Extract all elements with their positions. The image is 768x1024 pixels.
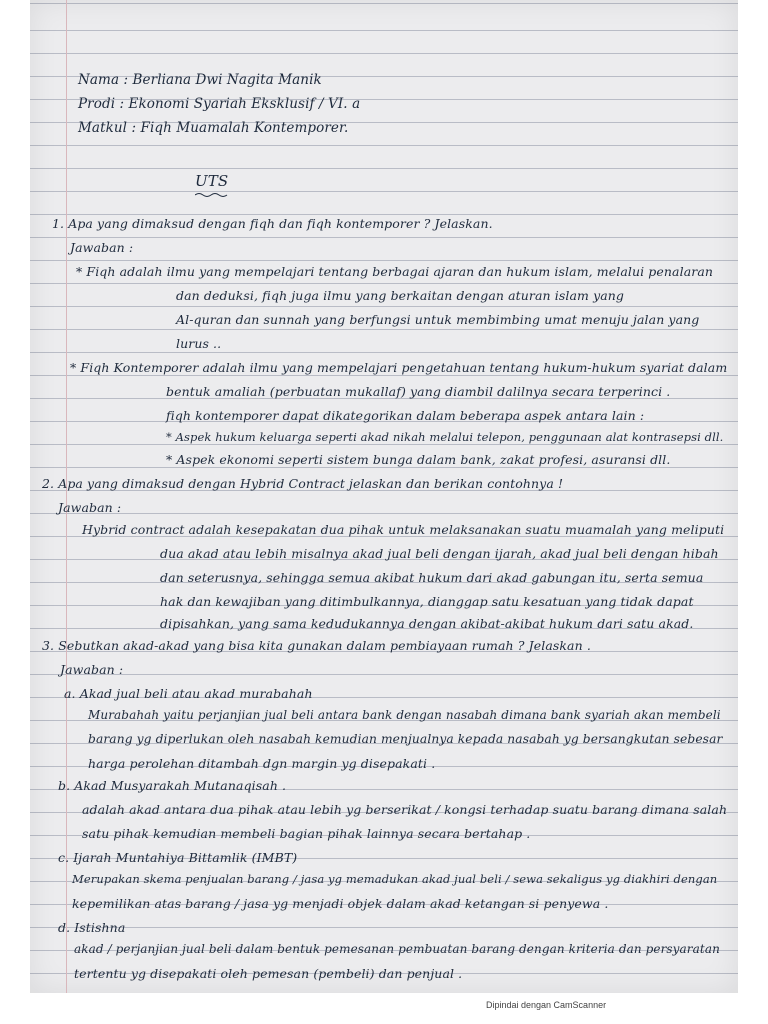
page-title: UTS (195, 172, 229, 190)
title-underline (195, 192, 229, 198)
q3-item-line: akad / perjanjian jual beli dalam bentuk pemesanan pembuatan barang dengan kriteria dan persyaratan (74, 942, 720, 956)
header-nama: Nama : Berliana Dwi Nagita Manik (78, 72, 322, 88)
header-prodi: Prodi : Ekonomi Syariah Eksklusif / VI. a (78, 96, 361, 112)
q2-answer-line: hak dan kewajiban yang ditimbulkannya, dianggap satu kesatuan yang tidak dapat (160, 594, 694, 609)
q1-answer-line: dan deduksi, fiqh juga ilmu yang berkaitan dengan aturan islam yang (176, 288, 625, 303)
q1-answer-line: * Fiqh adalah ilmu yang mempelajari tentang berbagai ajaran dan hukum islam, melalui penalaran (76, 264, 714, 279)
question-3: 3. Sebutkan akad-akad yang bisa kita gunakan dalam pembiayaan rumah ? Jelaskan . (42, 638, 591, 653)
q3-item-heading: b. Akad Musyarakah Mutanaqisah . (58, 778, 287, 793)
q2-answer-line: dua akad atau lebih misalnya akad jual beli dengan ijarah, akad jual beli dengan hibah (160, 546, 719, 561)
q3-item-line: Murabahah yaitu perjanjian jual beli antara bank dengan nasabah dimana bank syariah akan membeli (88, 708, 721, 722)
q2-answer-line: Hybrid contract adalah kesepakatan dua pihak untuk melaksanakan suatu muamalah yang meliputi (82, 522, 725, 537)
q2-jawaban-label: Jawaban : (58, 500, 122, 515)
question-2: 2. Apa yang dimaksud dengan Hybrid Contract jelaskan dan berikan contohnya ! (42, 476, 564, 491)
q3-item-heading: a. Akad jual beli atau akad murabahah (64, 686, 313, 701)
q1-answer-line: fiqh kontemporer dapat dikategorikan dalam beberapa aspek antara lain : (166, 408, 645, 423)
header-matkul: Matkul : Fiqh Muamalah Kontemporer. (78, 120, 349, 136)
scanner-watermark: Dipindai dengan CamScanner (486, 1000, 607, 1010)
q2-answer-line: dan seterusnya, sehingga semua akibat hukum dari akad gabungan itu, serta semua (160, 570, 704, 585)
q3-item-line: adalah akad antara dua pihak atau lebih yg berserikat / kongsi terhadap suatu barang dimana salah (82, 802, 728, 817)
q3-item-line: tertentu yg disepakati oleh pemesan (pembeli) dan penjual . (74, 966, 463, 981)
q1-answer-line: * Aspek hukum keluarga seperti akad nikah melalui telepon, penggunaan alat kontrasepsi dll. (166, 430, 724, 444)
q3-item-line: harga perolehan ditambah dgn margin yg disepakati . (88, 756, 436, 771)
q3-jawaban-label: Jawaban : (60, 662, 124, 677)
q3-item-line: satu pihak kemudian membeli bagian pihak lainnya secara bertahap . (82, 826, 531, 841)
q3-item-line: kepemilikan atas barang / jasa yg menjadi objek dalam akad ketangan si penyewa . (72, 896, 609, 911)
question-1: 1. Apa yang dimaksud dengan fiqh dan fiqh kontemporer ? Jelaskan. (52, 216, 493, 231)
q3-item-line: Merupakan skema penjualan barang / jasa yg memadukan akad jual beli / sewa sekaligus yg diakhiri dengan (72, 872, 718, 886)
q1-answer-line: bentuk amaliah (perbuatan mukallaf) yang diambil dalilnya secara terperinci . (166, 384, 671, 399)
q1-answer-line: lurus .. (176, 336, 222, 351)
q3-item-heading: c. Ijarah Muntahiya Bittamlik (IMBT) (58, 850, 298, 865)
q1-jawaban-label: Jawaban : (70, 240, 134, 255)
q3-item-line: barang yg diperlukan oleh nasabah kemudian menjualnya kepada nasabah yg bersangkutan sebesar (88, 732, 723, 746)
q3-item-heading: d. Istishna (58, 920, 126, 935)
q1-answer-line: Al-quran dan sunnah yang berfungsi untuk membimbing umat menuju jalan yang (176, 312, 700, 327)
q2-answer-line: dipisahkan, yang sama kedudukannya dengan akibat-akibat hukum dari satu akad. (160, 616, 694, 631)
margin-rule (66, 0, 67, 993)
q1-answer-line: * Fiqh Kontemporer adalah ilmu yang mempelajari pengetahuan tentang hukum-hukum syariat dalam (70, 360, 728, 375)
q1-answer-line: * Aspek ekonomi seperti sistem bunga dalam bank, zakat profesi, asuransi dll. (166, 452, 671, 467)
notebook-page (30, 0, 738, 993)
